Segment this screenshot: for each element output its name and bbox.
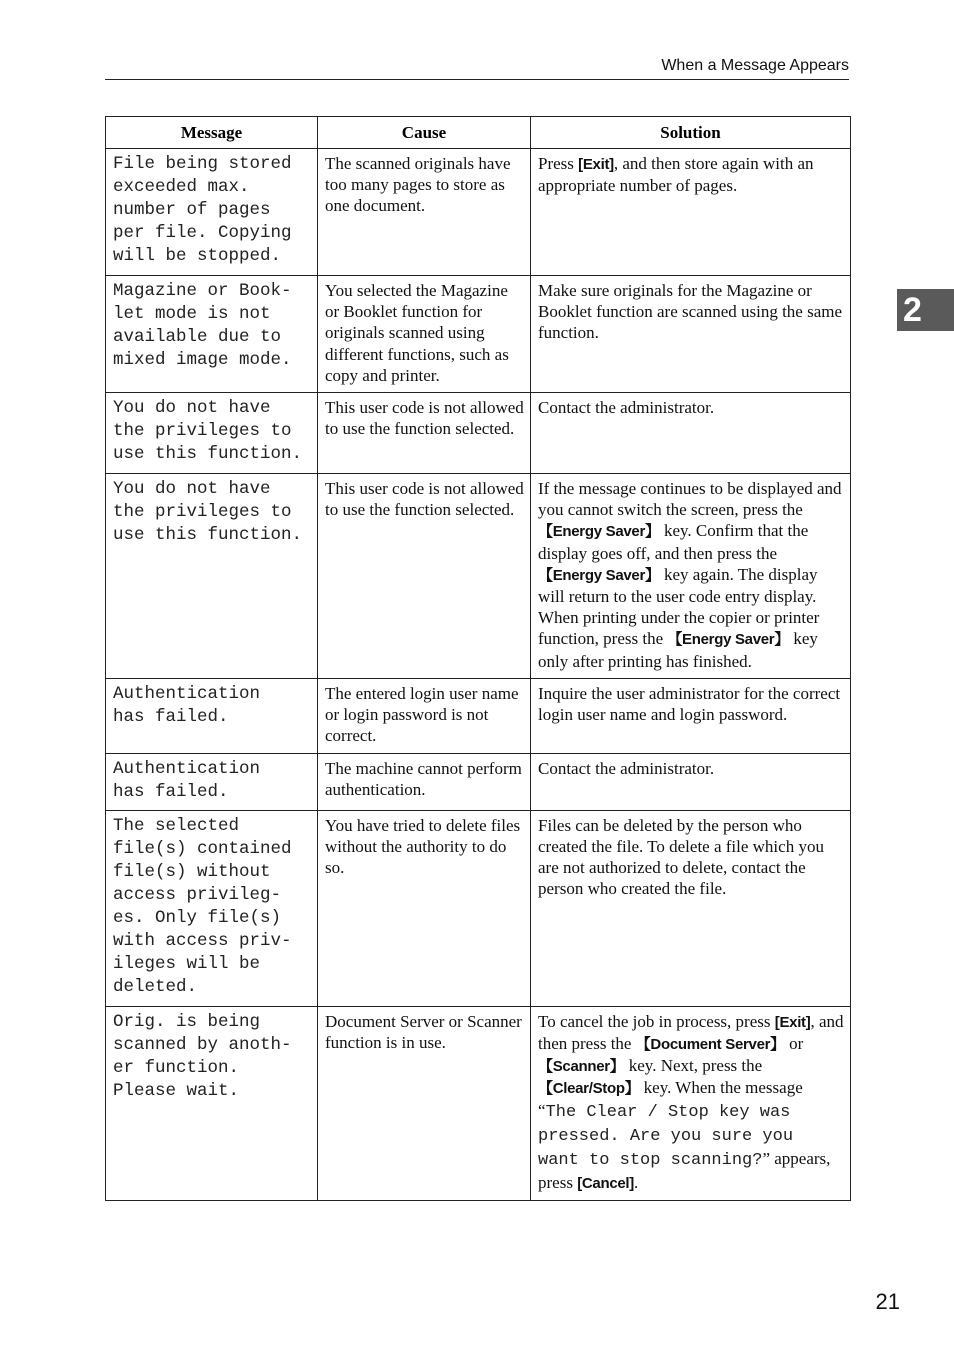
message-cell: You do not have the privileges to use this function. <box>106 474 318 679</box>
solution-text: Press <box>538 154 579 173</box>
message-cell: Magazine or Book- let mode is not available due to mixed image mode. <box>106 276 318 393</box>
document-server-key-label: 【Document Server】 <box>635 1036 785 1054</box>
table-row <box>106 1006 851 1200</box>
energy-saver-key-label: 【Energy Saver】 <box>667 631 790 649</box>
clear-stop-key-label: 【Clear/Stop】 <box>538 1080 640 1098</box>
message-cell: You do not have the privileges to use this function. <box>106 393 318 474</box>
solution-cell: Inquire the user administrator for the correct login user name and login password. <box>531 678 851 753</box>
solution-cell: Make sure originals for the Magazine or Booklet function are scanned using the same function. <box>531 276 851 393</box>
table-row <box>106 810 851 1006</box>
message-cell: The selected file(s) contained file(s) without access privileg- es. Only file(s) with access priv- ileges will be deleted. <box>106 810 318 1006</box>
cause-cell: You have tried to delete files without the authority to do so. <box>318 810 531 1006</box>
header-cause: Cause <box>318 117 531 149</box>
exit-key-label: [Exit] <box>578 156 614 173</box>
cause-cell: Document Server or Scanner function is in use. <box>318 1006 531 1200</box>
solution-text: or <box>784 1034 804 1054</box>
cancel-key-label: [Cancel] <box>577 1174 634 1192</box>
solution-text: key only after printing has finished. <box>538 629 818 671</box>
table-header-row <box>106 117 851 149</box>
table-row <box>106 753 851 810</box>
message-cell: Authentication has failed. <box>106 753 318 810</box>
cause-cell: This user code is not allowed to use the function selected. <box>318 474 531 679</box>
solution-text: key. Confirm that the display goes off, and then press the <box>538 521 809 563</box>
header-solution: Solution <box>531 117 851 149</box>
solution-text: ” appears, press <box>538 1148 831 1192</box>
cause-cell: The scanned originals have too many pages to store as one document. <box>318 149 531 276</box>
solution-text: , and then press the <box>538 1011 844 1054</box>
header-message: Message <box>106 117 318 149</box>
solution-cell: Files can be deleted by the person who created the file. To delete a file which you are not authorized to delete, contact the person who created the file. <box>531 810 851 1006</box>
solution-cell <box>531 1006 851 1200</box>
message-cell: Authentication has failed. <box>106 678 318 753</box>
table-row <box>106 276 851 393</box>
solution-text: key. Next, press the <box>624 1056 763 1076</box>
cause-cell: The entered login user name or login password is not correct. <box>318 678 531 753</box>
scanner-key-label: 【Scanner】 <box>538 1058 625 1076</box>
exit-key-label: [Exit] <box>774 1013 811 1031</box>
cause-cell: This user code is not allowed to use the function selected. <box>318 393 531 474</box>
table-row <box>106 393 851 474</box>
energy-saver-key-label: 【Energy Saver】 <box>538 566 660 584</box>
message-cell: Orig. is being scanned by anoth- er function. Please wait. <box>106 1006 318 1200</box>
solution-text: If the message continues to be displayed and you cannot switch the screen, press the <box>538 479 842 520</box>
page-number: 21 <box>875 1289 900 1314</box>
message-cell: File being stored exceeded max. number of pages per file. Copying will be stopped. <box>106 149 318 276</box>
table-row <box>106 149 851 276</box>
solution-cell: Contact the administrator. <box>531 753 851 810</box>
header-rule <box>105 79 849 80</box>
solution-text: . <box>633 1172 639 1192</box>
solution-cell: Contact the administrator. <box>531 393 851 474</box>
screen-message-text: The Clear / Stop key was pressed. Are you sure you want to stop scanning? <box>538 1102 794 1170</box>
cause-cell: You selected the Magazine or Booklet function for originals scanned using different functions, such as copy and printer. <box>318 276 531 393</box>
solution-cell <box>531 474 851 679</box>
chapter-tab: 2 <box>897 289 954 331</box>
cause-cell: The machine cannot perform authentication. <box>318 753 531 810</box>
solution-text: key again. The display will return to the user code entry display. When printing under the copier or printer function, press the <box>538 564 820 649</box>
solution-text: , and then store again with an appropriate number of pages. <box>538 154 814 196</box>
solution-cell <box>531 149 851 276</box>
solution-text: key. When the message “ <box>538 1078 803 1120</box>
energy-saver-key-label: 【Energy Saver】 <box>538 523 660 541</box>
table-row <box>106 474 851 679</box>
message-table <box>105 116 851 1201</box>
solution-text: To cancel the job in process, press <box>538 1011 775 1031</box>
table-row <box>106 678 851 753</box>
section-title: When a Message Appears <box>661 57 849 74</box>
